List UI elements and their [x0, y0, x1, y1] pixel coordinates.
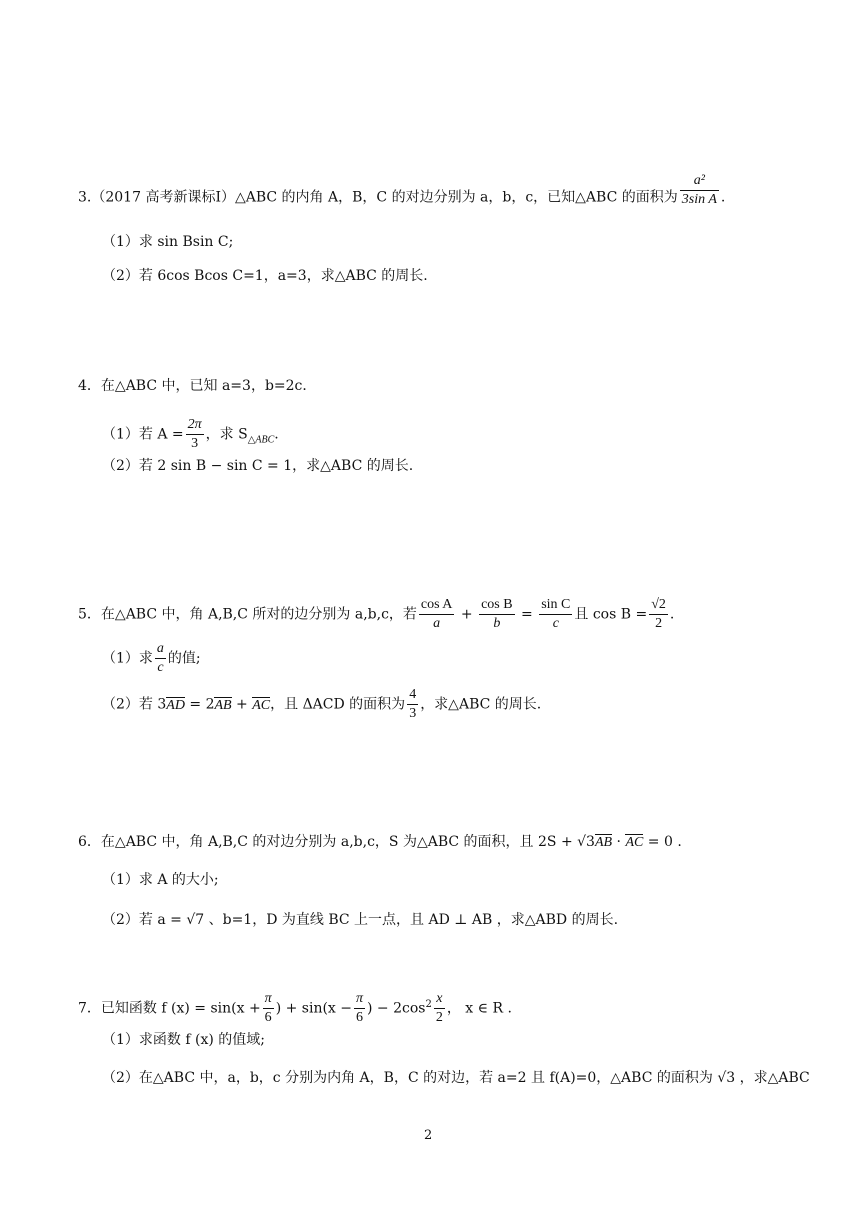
q5-part1: （1）求 $\frac{a}{c}$ 的值; [102, 641, 201, 675]
q5-frac-a-over-c: $\frac{a}{c}$ [156, 641, 164, 675]
q5-frac-4-3: $\frac{4}{3}$ [409, 687, 417, 721]
q4-part1: （1）若 A = $\frac{2\pi}{3}$ ，求 $S_{\triangle ABC}$. [102, 417, 279, 451]
q5-frac-root2: $\frac{√2}{2}$ [651, 597, 666, 631]
q6-stem: 6．在△ABC 中，角 A,B,C 的对边分别为 a,b,c，S 为△ABC 的面积，且 2S + √3AB · AC = 0 . [78, 834, 682, 850]
q7-frac-x-2: $\frac{x}{2}$ [435, 991, 443, 1025]
q3-stem: 3.（2017 高考新课标Ⅰ）△ABC 的内角 A，B，C 的对边分别为 a，b，c，已知△ABC 的面积为 $\frac{\text{a²}}{\text{3sin A}}$ . [78, 173, 726, 207]
vector-ab: AB [594, 835, 613, 850]
q7-part1: （1）求函数 f (x) 的值域; [102, 1032, 265, 1048]
q6-part1: （1）求 A 的大小; [102, 872, 219, 888]
q3-part2: （2）若 6cos Bcos C=1，a=3，求△ABC 的周长. [102, 268, 428, 284]
q5-frac-cosB: $\frac{\text{cos B}}{b}$ [481, 597, 513, 631]
vector-ab: AB [214, 697, 232, 713]
q4-angle-fraction: $\frac{2\pi}{3}$ [187, 417, 202, 451]
q4-part2: （2）若 2 sin B − sin C = 1，求△ABC 的周长. [102, 458, 414, 474]
q7-frac-pi-6-b: $\frac{\pi}{6}$ [356, 991, 364, 1025]
q7-stem: 7．已知函数 f (x) = sin(x + $\frac{\pi}{6}$ ) + sin(x − $\frac{\pi}{6}$ ) − $2\cos^2$ $\frac{x}{2}$ ， x ∈ R . [78, 991, 512, 1025]
q7-part2: （2）在△ABC 中，a，b，c 分别为内角 A，B，C 的对边，若 a=2 且 f(A)=0，△ABC 的面积为 √3 ，求△ABC [102, 1070, 810, 1086]
vector-ac: AC [252, 697, 271, 713]
q6-part2: （2）若 a = √7 、b=1，D 为直线 BC 上一点，且 AD ⊥ AB ，求△ABD 的周长. [102, 912, 619, 928]
q5-part2: （2）若 3AD = 2AB + AC，且 ΔACD 的面积为 $\frac{4}{3}$ ，求△ABC 的周长. [102, 687, 542, 721]
q5-stem: 5．在△ABC 中，角 A,B,C 所对的边分别为 a,b,c，若 $\frac{\text{cos A}}{a}$ + $\frac{\text{cos B}}{b}$ = $\frac{\text{sin C}}{c}$ 且 cos B = $\frac{√2}{2}$ . [78, 597, 675, 631]
q3-area-fraction: $\frac{\text{a²}}{\text{3sin A}}$ [681, 173, 717, 207]
q3-part1: （1）求 sin Bsin C; [102, 234, 234, 250]
page-number: 2 [424, 1128, 433, 1143]
vector-ad: AD [166, 697, 185, 713]
q7-frac-pi-6-a: $\frac{\pi}{6}$ [264, 991, 272, 1025]
q5-frac-sinC: $\frac{\text{sin C}}{c}$ [541, 597, 571, 631]
q5-frac-cosA: $\frac{\text{cos A}}{a}$ [420, 597, 453, 631]
q4-stem: 4．在△ABC 中，已知 a=3，b=2c． [78, 378, 317, 394]
vector-ac: AC [625, 835, 644, 850]
